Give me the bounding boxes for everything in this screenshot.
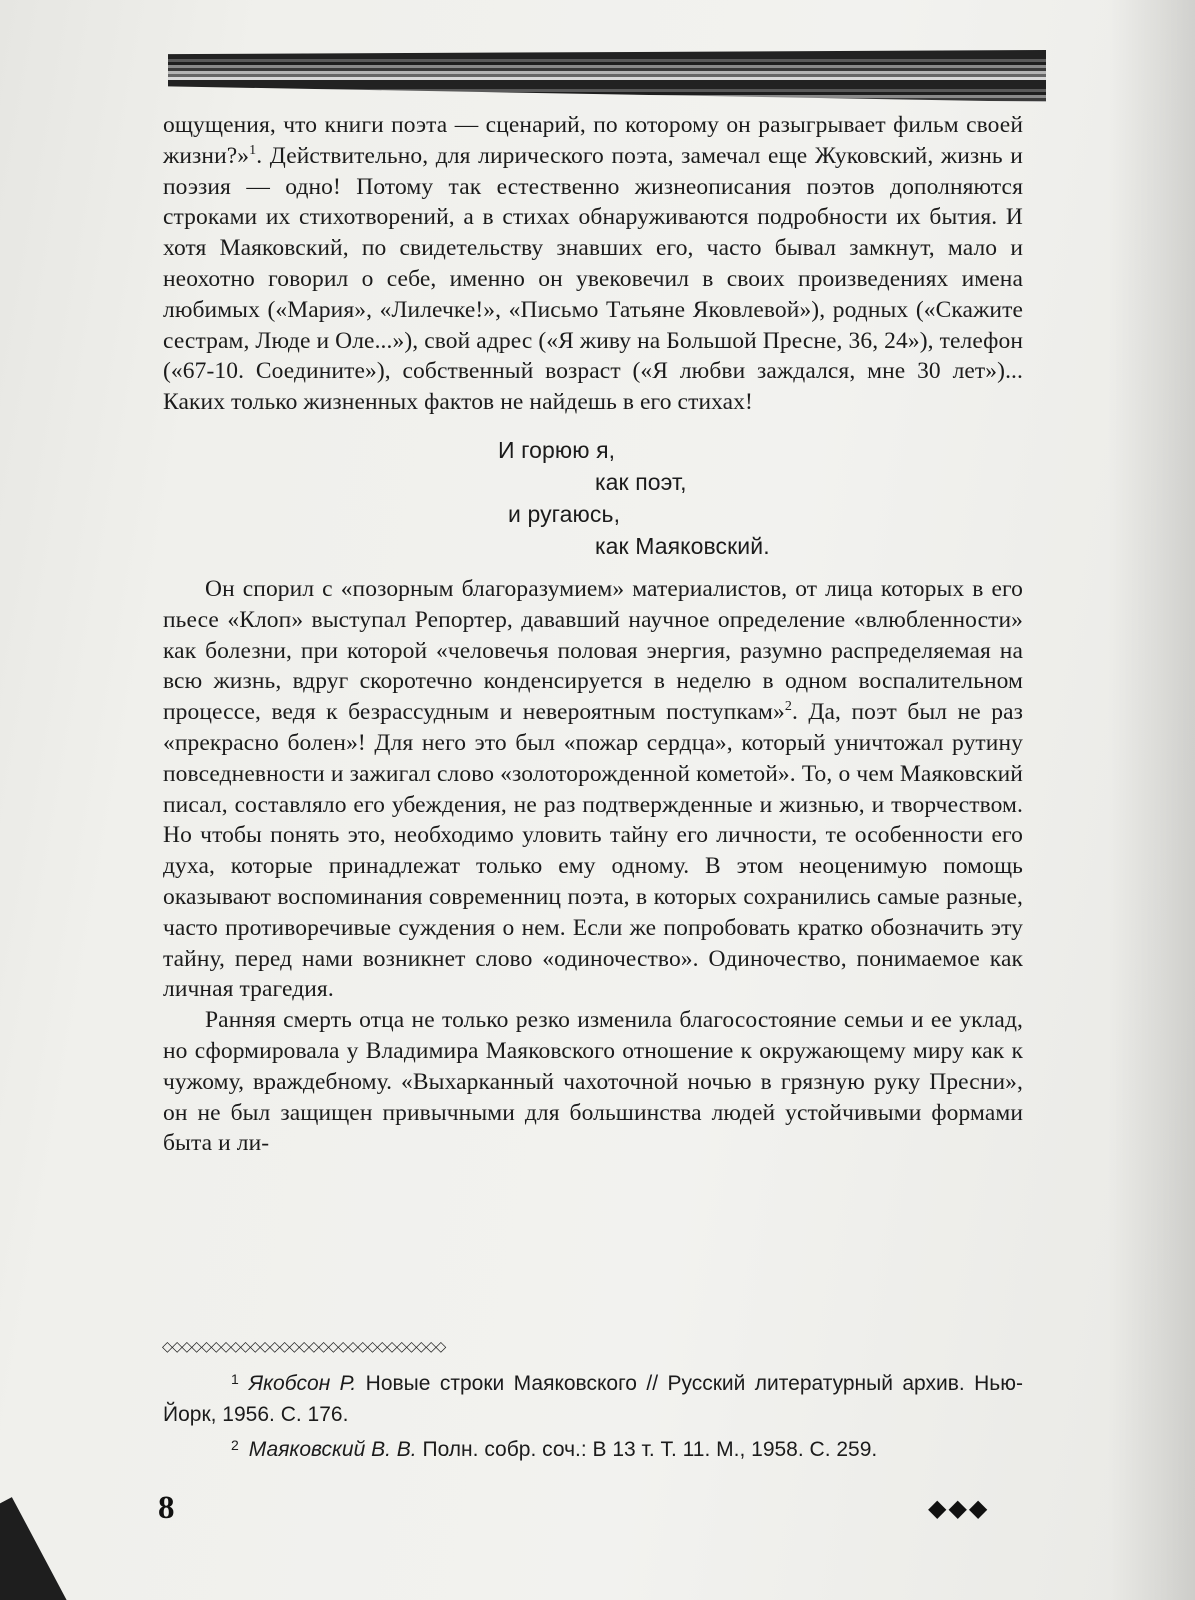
paragraph-1	[163, 110, 1023, 418]
footnote-ref-2: 2	[784, 699, 792, 715]
footnote-author: Маяковский В. В.	[248, 1438, 417, 1461]
paragraph-1-end: . Действительно, для лирического поэта, замечал еще Жуковский, жизнь и поэзия — одно! Потому так естественно жизнеописания поэтов дополняются строками их стихотворений, а в стихах обнаруживаются подробности их бытия. И хотя Маяковский, по свидетельству знавших его, часто бывал замкнут, мало и неохотно говорил о себе, именно он увековечил в своих произведениях имена любимых («Мария», «Лилечке!», «Письмо Татьяне Яковлевой»), родных («Скажите сестрам, Люде и Оле...»), свой адрес («Я живу на Большой Пресне, 36, 24»), телефон («67-10. Соедините»), собственный возраст («Я любви заждался, мне 30 лет»)... Каких только жизненных фактов не найдешь в его стихах!	[163, 142, 1023, 416]
footnote-text: Новые строки Маяковского // Русский литературный архив. Нью-Йорк, 1956. С. 176.	[163, 1372, 1023, 1426]
diamond-ornament-icon: ◆◆◆	[928, 1494, 990, 1522]
header-stripe-decoration	[168, 50, 1046, 102]
verse-line: как Маяковский.	[595, 532, 770, 559]
paragraph-2	[163, 574, 1023, 1005]
page-corner-shadow	[0, 1497, 78, 1600]
footnote-ref-1: 1	[249, 142, 257, 158]
main-text	[163, 110, 1023, 1159]
footnote-author: Якобсон Р.	[248, 1372, 357, 1395]
footnotes	[163, 1364, 1023, 1465]
paragraph-2-end: . Да, поэт был не раз «прекрасно болен»! Для него это был «пожар сердца», который уничтожал рутину повседневности и зажигал слово «золоторожденной кометой». То, о чем Маяковский писал, составляло его убеждения, не раз подтвержденные и жизнью, и творчеством. Но чтобы понять это, необходимо уловить тайну его личности, те особенности его духа, которые принадлежат только ему одному. В этом неоценимую помощь оказывают воспоминания современниц поэта, в которых сохранились самые разные, часто противоречивые суждения о нем. Если же попробовать кратко обозначить эту тайну, перед нами возникнет слово «одиночество». Одиночество, понимаемое как личная трагедия.	[163, 699, 1023, 1003]
footnote-divider-ornament: ◇◇◇◇◇◇◇◇◇◇◇◇◇◇◇◇◇◇◇◇◇◇◇◇◇◇◇◇◇	[162, 1339, 446, 1355]
footnote-2	[163, 1430, 1023, 1465]
footnote-text: Полн. собр. соч.: В 13 т. Т. 11. М., 1958. С. 259.	[416, 1438, 878, 1461]
page-spine-shadow	[1108, 0, 1195, 1600]
footnote-number: 2	[231, 1437, 239, 1453]
verse-line: и ругаюсь,	[508, 500, 621, 527]
paragraph-2-start: Он спорил с «позорным благоразумием» материалистов, от лица которых в его пьесе «Клоп» выступал Репортер, дававший научное определение «влюбленности» как болезни, при которой «человечья половая энергия, разумно распределяемая на всю жизнь, вдруг скоротечно конденсируется в неделю в одном воспалительном процессе, ведя к безрассудным и невероятным поступкам»	[163, 575, 1023, 726]
verse-quote	[163, 434, 1023, 562]
verse-line: как поэт,	[595, 468, 687, 495]
paragraph-1-start: ощущения, что книги поэта — сценарий, по которому он разыгрывает фильм своей жизни?»	[163, 112, 1023, 169]
footnote-1	[163, 1364, 1023, 1430]
verse-line: И горюю я,	[498, 436, 616, 463]
footnote-number: 1	[231, 1371, 239, 1387]
page-number: 8	[158, 1490, 175, 1526]
paragraph-3: Ранняя смерть отца не только резко изменила благосостояние семьи и ее уклад, но сформировала у Владимира Маяковского отношение к окружающему миру как к чужому, враждебному. «Выхарканный чахоточной ночью в грязную руку Пресни», он не был защищен привычными для большинства людей устойчивыми формами быта и ли-	[163, 1007, 1023, 1157]
